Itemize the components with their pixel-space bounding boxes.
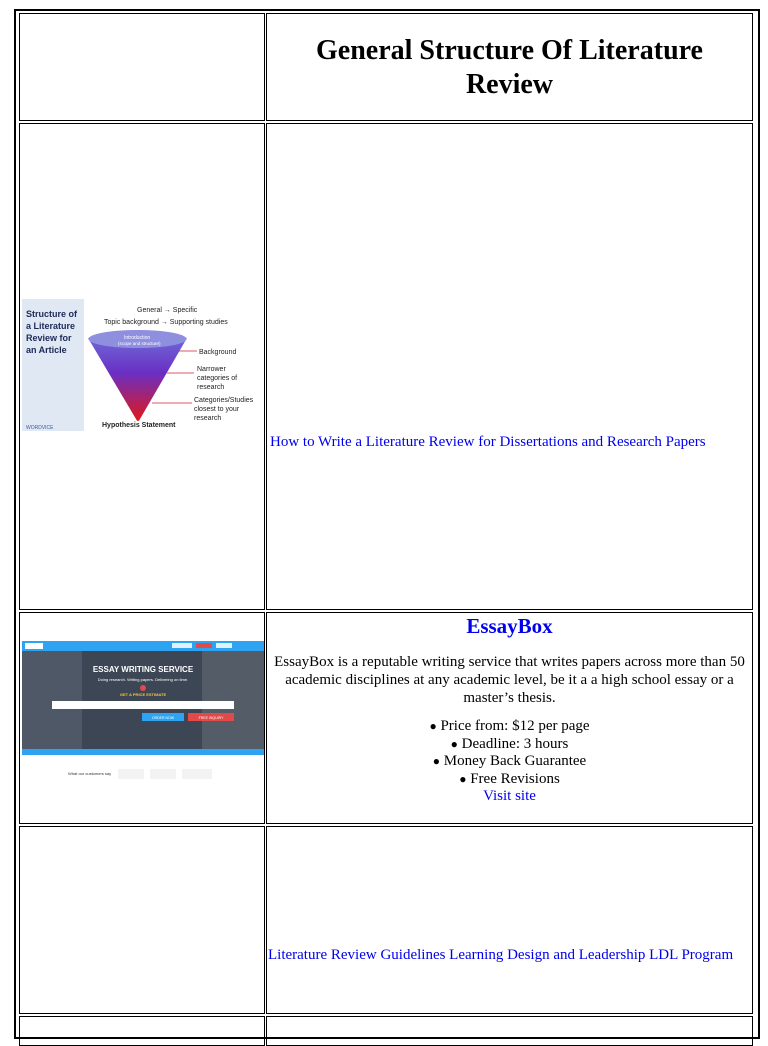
feature-item: ● Price from: $12 per page [429,718,590,734]
label-narrower: categories of [197,375,238,382]
nav-button [216,643,232,648]
sidebar-text: Structure of [26,309,78,319]
literature-review-link[interactable]: How to Write a Literature Review for Dissertations and Research Papers [270,434,706,450]
essaybox-title-link[interactable]: EssayBox [466,614,553,638]
order-button-label: ORDER NOW [151,716,175,720]
label-narrower: research [197,384,225,391]
bullet-icon: ● [459,771,467,786]
essaybox-cell [266,612,753,824]
badge-icon [140,685,146,691]
sidebar-text: a Literature [26,321,76,331]
label-narrower: Narrower [197,366,226,373]
sidebar-text: Review for [26,333,72,343]
table-cell [19,1016,265,1046]
site-logo [25,643,43,649]
header-cell [266,13,753,121]
header-empty-cell [19,13,265,121]
page-title [267,34,752,102]
label-closest: research [194,415,222,422]
description-line: EssayBox is a reputable writing service that writes papers across more than 50 [274,654,745,670]
bullet-icon: ● [429,719,437,733]
link-cell [266,826,753,1014]
image-cell [19,612,265,824]
label-background: Background [199,349,237,356]
review-badge [118,769,144,779]
table-cell [266,1016,753,1046]
link-cell [266,123,753,610]
nav-button [172,643,192,648]
description-line: master’s thesis. [463,690,556,706]
feature-item: ● Free Revisions [459,770,560,787]
ldl-guidelines-link[interactable]: Literature Review Guidelines Learning Design and Leadership LDL Program [268,947,734,963]
bullet-icon: ● [450,736,458,751]
inquiry-button-label: FREE INQUIRY [198,716,224,720]
nav-button [196,643,212,648]
title-line: Review [465,69,554,100]
cta-text: GET A PRICE ESTIMATE [119,692,167,697]
hypothesis-label: Hypothesis Statement [102,422,176,429]
essaybox-screenshot-image[interactable] [22,641,264,793]
bullet-icon: ● [432,754,441,768]
top-label: Topic background → Supporting studies [104,319,228,326]
review-badge [150,769,176,779]
hero-subline: Doing research. Writing papers. Delivering on time. [97,677,189,682]
form-row [52,701,234,709]
visit-site-link[interactable]: Visit site [483,788,536,804]
brand-logo: WORDVICE [26,425,54,431]
feature-item: ● Deadline: 3 hours [450,735,569,752]
intro-sublabel: (scope and structure) [118,341,161,346]
top-label: General → Specific [137,307,198,314]
intro-label: Introduction [124,335,151,341]
essaybox-description [267,653,752,707]
image-cell [19,123,265,610]
sidebar-text: an Article [26,345,67,355]
feature-item: ● Money Back Guarantee [432,753,587,769]
promo-strip [22,749,264,755]
description-line: academic disciplines at any academic level, be it a a high school essay or a [285,672,734,688]
feature-list [267,718,752,788]
hero-headline: ESSAY WRITING SERVICE [92,665,194,674]
literature-review-funnel-image[interactable] [22,299,264,434]
label-closest: Categories/Studies [194,397,254,404]
label-closest: closest to your [194,406,240,413]
title-line: General Structure Of Literature [316,35,703,66]
reviews-label: What our customers say [68,771,112,776]
empty-image-cell [19,826,265,1014]
review-badge [182,769,212,779]
